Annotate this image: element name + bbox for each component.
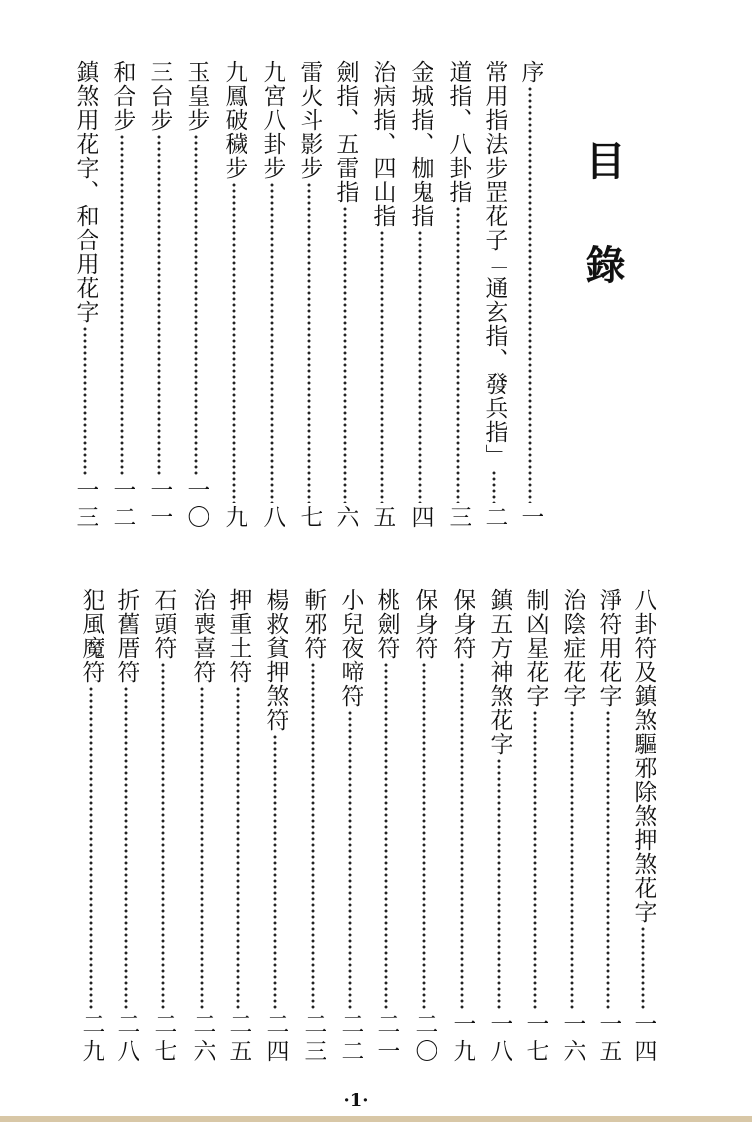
toc-entry	[300, 588, 326, 1066]
toc-entry	[225, 588, 251, 1066]
toc-entry	[78, 588, 104, 1066]
toc-leader-dots	[481, 470, 507, 503]
toc-leader-dots	[225, 686, 251, 1010]
toc-entry-page: 一八	[486, 1012, 512, 1066]
toc-entry-page: 一二	[109, 478, 135, 532]
toc-entry-page: 三	[445, 505, 471, 532]
toc-entry-title: 斬邪符	[300, 588, 326, 660]
toc-leader-dots	[146, 134, 172, 476]
toc-entry-page: 七	[296, 505, 322, 532]
toc-entry-title: 桃劍符	[373, 588, 399, 660]
toc-entry-title: 小兒夜啼符	[337, 588, 363, 708]
toc-entry-page: 二九	[78, 1012, 104, 1066]
toc-leader-dots	[113, 686, 139, 1010]
toc-entry-page: 二四	[262, 1012, 288, 1066]
toc-leader-dots	[449, 662, 475, 1010]
toc-entry-title: 三台步	[146, 60, 172, 132]
toc-leader-dots	[630, 926, 656, 1010]
toc-entry-title: 常用指法步罡花子「通玄指、發兵指」	[481, 60, 507, 468]
toc-entry-page: 一五	[595, 1012, 621, 1066]
toc-entry-page: 一四	[630, 1012, 656, 1066]
toc-leader-dots	[183, 134, 209, 476]
page-number: ·1·	[343, 1090, 369, 1111]
toc-entry-title: 治喪喜符	[189, 588, 215, 684]
toc-entry-title: 治病指、四山指	[369, 60, 395, 228]
toc-entry	[373, 588, 399, 1066]
toc-entry-page: 二八	[113, 1012, 139, 1066]
toc-entry-title: 九宮八卦步	[259, 60, 285, 180]
toc-entry-title: 押重土符	[225, 588, 251, 684]
toc-entry-title: 和合步	[109, 60, 135, 132]
toc-entry-title: 鎮五方神煞花字	[486, 588, 512, 756]
toc-leader-dots	[407, 230, 433, 503]
toc-entry-page: 九	[221, 505, 247, 532]
toc-entry	[407, 60, 433, 532]
toc-leader-dots	[411, 662, 437, 1010]
toc-entry-page: 二六	[189, 1012, 215, 1066]
toc-entry-title: 鎮煞用花字、和合用花字	[72, 60, 98, 324]
page-edge	[0, 1116, 752, 1122]
toc-entry-title: 治陰症花字	[559, 588, 585, 708]
toc-entry-page: 二一	[373, 1012, 399, 1066]
toc-entry	[72, 60, 98, 532]
toc-leader-dots	[300, 662, 326, 1010]
toc-entry	[411, 588, 437, 1066]
toc-entry-title: 玉皇步	[183, 60, 209, 132]
toc-entry-title: 石頭符	[150, 588, 176, 660]
toc-entry-page: 二五	[225, 1012, 251, 1066]
toc-leader-dots	[78, 686, 104, 1010]
toc-entry	[109, 60, 135, 532]
toc-leader-dots	[150, 662, 176, 1010]
toc-entry	[183, 60, 209, 532]
toc-leader-dots	[373, 662, 399, 1010]
toc-entry	[486, 588, 512, 1066]
toc-entry	[369, 60, 395, 532]
toc-leader-dots	[517, 86, 543, 503]
toc-entry-page: 一	[517, 505, 543, 532]
toc-entry-page: 二〇	[411, 1012, 437, 1066]
toc-entry	[259, 60, 285, 532]
toc-entry-title: 折舊厝符	[113, 588, 139, 684]
toc-entry-title: 犯風魔符	[78, 588, 104, 684]
toc-entry	[189, 588, 215, 1066]
toc-leader-dots	[296, 182, 322, 503]
toc-entry	[449, 588, 475, 1066]
toc-leader-dots	[486, 758, 512, 1010]
toc-leader-dots	[595, 710, 621, 1010]
toc-entry-title: 楊救貧押煞符	[262, 588, 288, 732]
toc-entry-title: 淨符用花字	[595, 588, 621, 708]
toc-entry-title: 八卦符及鎮煞驅邪除煞押煞花字	[630, 588, 656, 924]
toc-heading: 目錄	[579, 140, 625, 348]
toc-entry-title: 九鳳破穢步	[221, 60, 247, 180]
toc-entry-page: 二七	[150, 1012, 176, 1066]
toc-entry-page: 一三	[72, 478, 98, 532]
toc-entry-page: 一九	[449, 1012, 475, 1066]
toc-leader-dots	[522, 710, 548, 1010]
toc-entry-title: 序	[517, 60, 543, 84]
toc-leader-dots	[259, 182, 285, 503]
toc-entry-page: 八	[259, 505, 285, 532]
toc-entry	[595, 588, 621, 1066]
toc-leader-dots	[337, 710, 363, 1010]
toc-entry	[221, 60, 247, 532]
toc-entry	[150, 588, 176, 1066]
toc-entry-title: 保身符	[411, 588, 437, 660]
toc-entry	[481, 60, 507, 532]
toc-entry	[517, 60, 543, 532]
toc-leader-dots	[332, 206, 358, 503]
toc-entry-page: 一〇	[183, 478, 209, 532]
toc-entry	[559, 588, 585, 1066]
toc-entry-page: 一七	[522, 1012, 548, 1066]
toc-leader-dots	[369, 230, 395, 503]
toc-entry	[630, 588, 656, 1066]
toc-entry	[332, 60, 358, 532]
toc-entry-title: 雷火斗影步	[296, 60, 322, 180]
toc-entry-page: 四	[407, 505, 433, 532]
toc-leader-dots	[445, 206, 471, 503]
toc-leader-dots	[262, 734, 288, 1010]
toc-leader-dots	[109, 134, 135, 476]
toc-entry-page: 五	[369, 505, 395, 532]
toc-entry	[522, 588, 548, 1066]
toc-entry-page: 二三	[300, 1012, 326, 1066]
toc-entry	[262, 588, 288, 1066]
toc-entry-page: 六	[332, 505, 358, 532]
toc-leader-dots	[221, 182, 247, 503]
toc-entry-page: 一六	[559, 1012, 585, 1066]
toc-entry	[445, 60, 471, 532]
toc-entry-page: 二二	[337, 1012, 363, 1066]
toc-entry	[337, 588, 363, 1066]
toc-entry-page: 一一	[146, 478, 172, 532]
toc-entry	[146, 60, 172, 532]
toc-entry-title: 制凶星花字	[522, 588, 548, 708]
toc-entry	[296, 60, 322, 532]
toc-entry-title: 保身符	[449, 588, 475, 660]
toc-leader-dots	[559, 710, 585, 1010]
toc-entry	[113, 588, 139, 1066]
toc-leader-dots	[72, 326, 98, 476]
toc-entry-title: 劍指、五雷指	[332, 60, 358, 204]
toc-leader-dots	[189, 686, 215, 1010]
toc-entry-title: 道指、八卦指	[445, 60, 471, 204]
toc-entry-page: 二	[481, 505, 507, 532]
toc-entry-title: 金城指、枷鬼指	[407, 60, 433, 228]
